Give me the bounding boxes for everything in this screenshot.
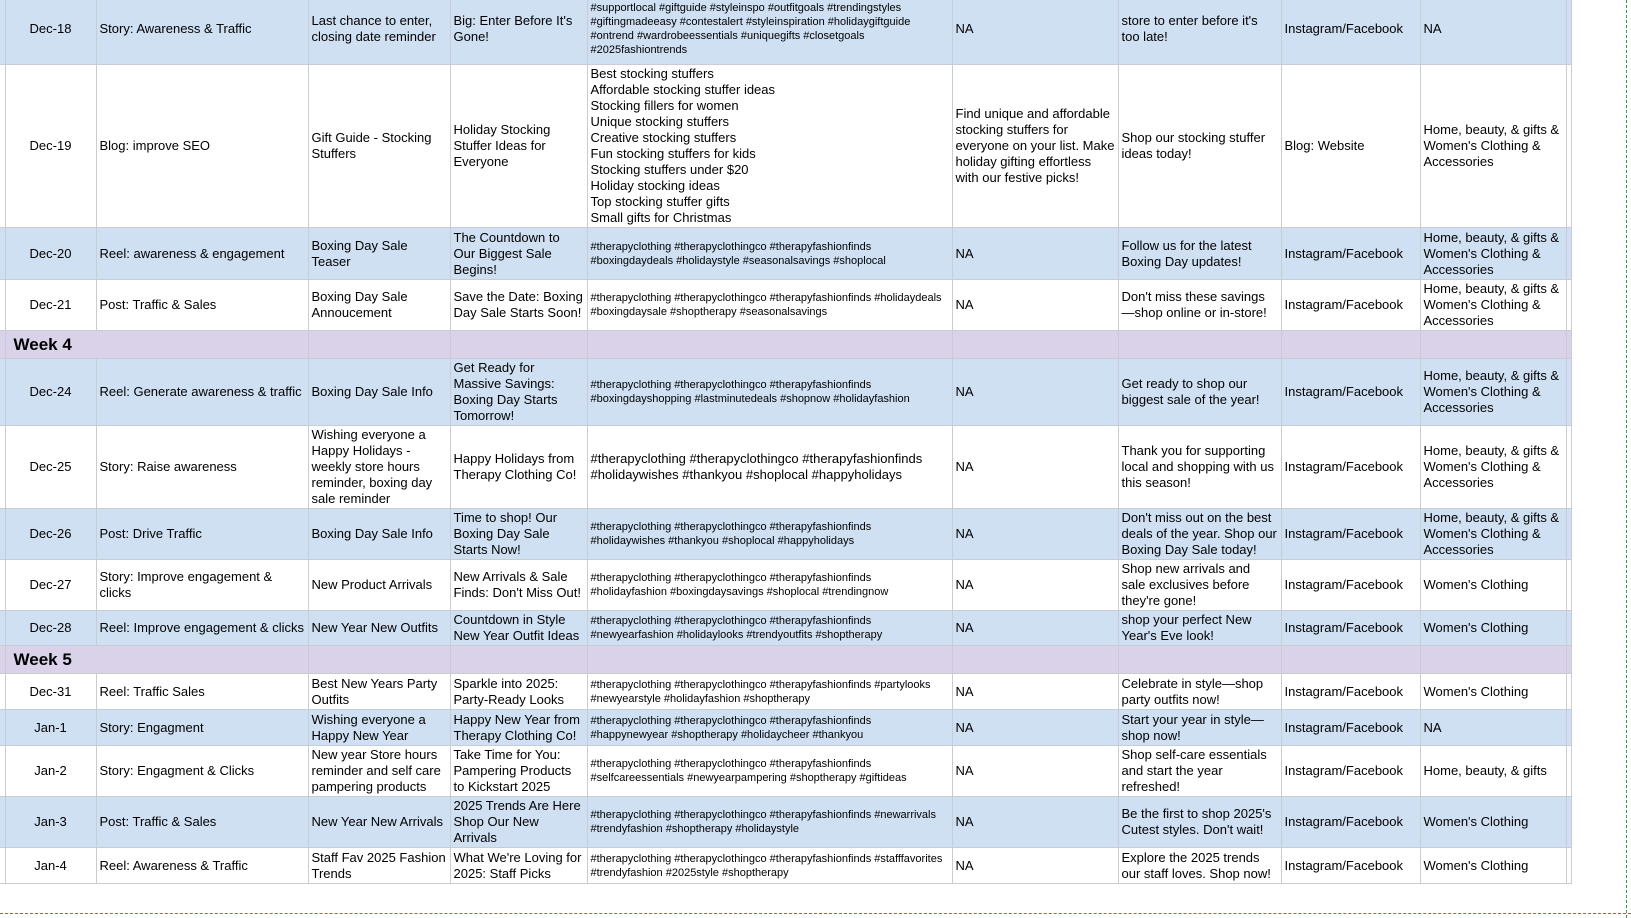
type-cell[interactable]: Story: Awareness & Traffic bbox=[96, 0, 308, 65]
row-edge-cell bbox=[1566, 331, 1571, 359]
keyword-line: Unique stocking stuffers bbox=[590, 114, 729, 129]
headline-cell[interactable]: 2025 Trends Are Here Shop Our New Arrivals bbox=[450, 797, 587, 848]
date-cell[interactable]: Jan-2 bbox=[5, 746, 96, 797]
row-edge-cell bbox=[1566, 359, 1571, 426]
keyword-line: Fun stocking stuffers for kids bbox=[590, 146, 756, 161]
selection-border-right bbox=[1626, 0, 1627, 918]
hashtags-cell[interactable]: #therapyclothing #therapyclothingco #therapyfashionfinds #holidayfashion #boxingdaysavings #shoplocal #trendingnow bbox=[587, 560, 952, 611]
headline-cell[interactable]: New Arrivals & Sale Finds: Don't Miss Out! bbox=[450, 560, 587, 611]
type-cell[interactable]: Reel: Awareness & Traffic bbox=[96, 848, 308, 884]
hashtags-cell[interactable]: #therapyclothing #therapyclothingco #therapyfashionfinds #holidaywishes #thankyou #shoplocal #happyholidays bbox=[587, 426, 952, 509]
empty-cell[interactable] bbox=[308, 331, 450, 359]
type-cell[interactable]: Reel: Traffic Sales bbox=[96, 674, 308, 710]
headline-cell[interactable]: Take Time for You: Pampering Products to Kickstart 2025 bbox=[450, 746, 587, 797]
row-edge-cell bbox=[1566, 509, 1571, 560]
empty-cell[interactable] bbox=[587, 646, 952, 674]
desc-cell[interactable]: Find unique and affordable stocking stuffers for everyone on your list. Make holiday gifting effortless with our festive picks! bbox=[952, 65, 1118, 228]
empty-cell[interactable] bbox=[450, 331, 587, 359]
desc-cell[interactable]: NA bbox=[952, 710, 1118, 746]
desc-cell[interactable]: NA bbox=[952, 611, 1118, 646]
platform-cell[interactable]: Instagram/Facebook bbox=[1281, 848, 1420, 884]
topic-cell[interactable]: Boxing Day Sale Info bbox=[308, 509, 450, 560]
topic-cell[interactable]: New Year New Arrivals bbox=[308, 797, 450, 848]
date-cell[interactable]: Dec-19 bbox=[5, 65, 96, 228]
table-row bbox=[0, 560, 1571, 611]
keyword-line: Affordable stocking stuffer ideas bbox=[590, 82, 776, 97]
desc-cell[interactable]: NA bbox=[952, 674, 1118, 710]
cta-cell[interactable]: Shop self-care essentials and start the year refreshed! bbox=[1118, 746, 1281, 797]
type-cell[interactable]: Post: Drive Traffic bbox=[96, 509, 308, 560]
empty-cell[interactable] bbox=[1118, 331, 1281, 359]
platform-cell[interactable]: Instagram/Facebook bbox=[1281, 611, 1420, 646]
type-cell[interactable]: Story: Engagment & Clicks bbox=[96, 746, 308, 797]
cta-cell[interactable]: Explore the 2025 trends our staff loves. Shop now! bbox=[1118, 848, 1281, 884]
cta-cell[interactable]: Get ready to shop our biggest sale of the year! bbox=[1118, 359, 1281, 426]
topic-cell[interactable]: New Product Arrivals bbox=[308, 560, 450, 611]
desc-cell[interactable]: NA bbox=[952, 797, 1118, 848]
type-cell[interactable]: Blog: improve SEO bbox=[96, 65, 308, 228]
row-edge-cell bbox=[1566, 646, 1571, 674]
type-cell[interactable]: Reel: Improve engagement & clicks bbox=[96, 611, 308, 646]
topic-cell[interactable]: Boxing Day Sale Info bbox=[308, 359, 450, 426]
empty-cell[interactable] bbox=[952, 646, 1118, 674]
date-cell[interactable]: Jan-4 bbox=[5, 848, 96, 884]
cta-cell[interactable]: Thank you for supporting local and shopping with us this season! bbox=[1118, 426, 1281, 509]
desc-cell[interactable]: NA bbox=[952, 560, 1118, 611]
category-cell[interactable]: Home, beauty, & gifts & Women's Clothing & Accessories bbox=[1420, 228, 1566, 280]
date-cell[interactable]: Dec-31 bbox=[5, 674, 96, 710]
cta-cell[interactable]: Celebrate in style—shop party outfits now! bbox=[1118, 674, 1281, 710]
category-cell[interactable]: NA bbox=[1420, 0, 1566, 65]
category-cell[interactable]: NA bbox=[1420, 710, 1566, 746]
topic-cell[interactable]: Best New Years Party Outfits bbox=[308, 674, 450, 710]
table-row bbox=[0, 710, 1571, 746]
table-row bbox=[0, 674, 1571, 710]
type-cell[interactable]: Post: Traffic & Sales bbox=[96, 797, 308, 848]
hashtags-cell[interactable]: #therapyclothing #therapyclothingco #therapyfashionfinds #stafffavorites #trendyfashion #2025style #shoptherapy bbox=[587, 848, 952, 884]
platform-cell[interactable]: Instagram/Facebook bbox=[1281, 797, 1420, 848]
row-edge-cell bbox=[1566, 0, 1571, 65]
headline-cell[interactable]: Time to shop! Our Boxing Day Sale Starts Now! bbox=[450, 509, 587, 560]
headline-cell[interactable]: Get Ready for Massive Savings: Boxing Day Starts Tomorrow! bbox=[450, 359, 587, 426]
empty-cell[interactable] bbox=[587, 331, 952, 359]
empty-cell[interactable] bbox=[1281, 646, 1420, 674]
empty-cell[interactable] bbox=[308, 646, 450, 674]
keyword-line: Holiday stocking ideas bbox=[590, 178, 720, 193]
topic-cell[interactable]: New year Store hours reminder and self care pampering products bbox=[308, 746, 450, 797]
category-cell[interactable]: Home, beauty, & gifts & Women's Clothing & Accessories bbox=[1420, 426, 1566, 509]
headline-cell[interactable]: Countdown in Style New Year Outfit Ideas bbox=[450, 611, 587, 646]
hashtags-cell[interactable]: #therapyclothing #therapyclothingco #therapyfashionfinds #newyearfashion #holidaylooks #trendyoutfits #shoptherapy bbox=[587, 611, 952, 646]
row-edge-cell bbox=[1566, 848, 1571, 884]
desc-cell[interactable]: NA bbox=[952, 848, 1118, 884]
table-row bbox=[0, 611, 1571, 646]
cta-cell[interactable]: Start your year in style—shop now! bbox=[1118, 710, 1281, 746]
date-cell[interactable]: Dec-20 bbox=[5, 228, 96, 280]
category-cell[interactable]: Women's Clothing bbox=[1420, 674, 1566, 710]
type-cell[interactable]: Story: Engagment bbox=[96, 710, 308, 746]
row-edge-cell bbox=[1566, 710, 1571, 746]
topic-cell[interactable]: New Year New Outfits bbox=[308, 611, 450, 646]
row-edge-cell bbox=[1566, 797, 1571, 848]
platform-cell[interactable]: Instagram/Facebook bbox=[1281, 710, 1420, 746]
platform-cell[interactable]: Instagram/Facebook bbox=[1281, 426, 1420, 509]
headline-cell[interactable]: Save the Date: Boxing Day Sale Starts Soon! bbox=[450, 280, 587, 331]
table-row bbox=[0, 228, 1571, 280]
platform-cell[interactable]: Instagram/Facebook bbox=[1281, 746, 1420, 797]
platform-cell[interactable]: Instagram/Facebook bbox=[1281, 560, 1420, 611]
category-cell[interactable]: Home, beauty, & gifts & Women's Clothing & Accessories bbox=[1420, 359, 1566, 426]
hashtags-cell[interactable]: #therapyclothing #therapyclothingco #therapyfashionfinds #holidaywishes #thankyou #shoplocal #happyholidays bbox=[587, 509, 952, 560]
keyword-line: Creative stocking stuffers bbox=[590, 130, 737, 145]
selection-border-bottom bbox=[0, 913, 1631, 914]
topic-cell[interactable]: Boxing Day Sale Annoucement bbox=[308, 280, 450, 331]
week-header-row bbox=[0, 331, 1571, 359]
topic-cell[interactable]: Boxing Day Sale Teaser bbox=[308, 228, 450, 280]
desc-cell[interactable]: NA bbox=[952, 280, 1118, 331]
desc-cell[interactable]: NA bbox=[952, 0, 1118, 65]
row-edge-cell bbox=[1566, 611, 1571, 646]
cta-cell[interactable]: Shop new arrivals and sale exclusives before they're gone! bbox=[1118, 560, 1281, 611]
headline-cell[interactable]: What We're Loving for 2025: Staff Picks bbox=[450, 848, 587, 884]
keyword-line: Top stocking stuffer gifts bbox=[590, 194, 730, 209]
row-edge-cell bbox=[1566, 746, 1571, 797]
date-cell[interactable]: Dec-24 bbox=[5, 359, 96, 426]
desc-cell[interactable]: NA bbox=[952, 509, 1118, 560]
empty-cell[interactable] bbox=[1281, 331, 1420, 359]
type-cell[interactable]: Reel: awareness & engagement bbox=[96, 228, 308, 280]
platform-cell[interactable]: Instagram/Facebook bbox=[1281, 509, 1420, 560]
desc-cell[interactable]: NA bbox=[952, 228, 1118, 280]
cta-cell[interactable]: store to enter before it's too late! bbox=[1118, 0, 1281, 65]
type-cell[interactable]: Reel: Generate awareness & traffic bbox=[96, 359, 308, 426]
row-edge-cell bbox=[1566, 228, 1571, 280]
desc-cell[interactable]: NA bbox=[952, 426, 1118, 509]
platform-cell[interactable]: Blog: Website bbox=[1281, 65, 1420, 228]
topic-cell[interactable]: Wishing everyone a Happy Holidays - weekly store hours reminder, boxing day sale reminder bbox=[308, 426, 450, 509]
hashtags-cell[interactable]: #therapyclothing #therapyclothingco #therapyfashionfinds #partylooks #newyearstyle #holidayfashion #shoptherapy bbox=[587, 674, 952, 710]
date-cell[interactable]: Jan-3 bbox=[5, 797, 96, 848]
platform-cell[interactable]: Instagram/Facebook bbox=[1281, 0, 1420, 65]
hashtags-cell[interactable]: #therapyclothing #therapyclothingco #therapyfashionfinds #selfcareessentials #newyearpampering #shoptherapy #giftideas bbox=[587, 746, 952, 797]
type-cell[interactable]: Story: Improve engagement & clicks bbox=[96, 560, 308, 611]
type-cell[interactable]: Post: Traffic & Sales bbox=[96, 280, 308, 331]
keywords-cell[interactable] bbox=[587, 65, 952, 228]
hashtags-cell[interactable]: #therapyclothing #therapyclothingco #therapyfashionfinds #boxingdayshopping #lastminutedeals #shopnow #holidayfashion bbox=[587, 359, 952, 426]
category-cell[interactable]: Women's Clothing bbox=[1420, 560, 1566, 611]
week-header-row bbox=[0, 646, 1571, 674]
type-cell[interactable]: Story: Raise awareness bbox=[96, 426, 308, 509]
row-edge-cell bbox=[1566, 65, 1571, 228]
date-cell[interactable]: Dec-26 bbox=[5, 509, 96, 560]
hashtags-cell[interactable]: #supportlocal #giftguide #styleinspo #outfitgoals #trendingstyles #giftingmadeeasy #contestalert #styleinspiration #holidaygiftguide #ontrend #wardrobeessentials #uniquegifts #closetgoals #2025fashiontrends bbox=[587, 0, 952, 65]
headline-cell[interactable]: Happy New Year from Therapy Clothing Co! bbox=[450, 710, 587, 746]
date-cell[interactable]: Dec-21 bbox=[5, 280, 96, 331]
date-cell[interactable]: Dec-18 bbox=[5, 0, 96, 65]
date-cell[interactable]: Dec-28 bbox=[5, 611, 96, 646]
keyword-line: Stocking fillers for women bbox=[590, 98, 739, 113]
row-edge-cell bbox=[1566, 674, 1571, 710]
table-row bbox=[0, 797, 1571, 848]
cta-cell[interactable]: Don't miss out on the best deals of the year. Shop our Boxing Day Sale today! bbox=[1118, 509, 1281, 560]
week-label-cell[interactable]: Week 4 bbox=[5, 331, 308, 359]
topic-cell[interactable]: Staff Fav 2025 Fashion Trends bbox=[308, 848, 450, 884]
hashtags-cell[interactable]: #therapyclothing #therapyclothingco #therapyfashionfinds #boxingdaydeals #holidaystyle #seasonalsavings #shoplocal bbox=[587, 228, 952, 280]
row-edge-cell bbox=[1566, 560, 1571, 611]
hashtags-cell[interactable]: #therapyclothing #therapyclothingco #therapyfashionfinds #happynewyear #shoptherapy #holidaycheer #thankyou bbox=[587, 710, 952, 746]
headline-cell[interactable]: The Countdown to Our Biggest Sale Begins! bbox=[450, 228, 587, 280]
platform-cell[interactable]: Instagram/Facebook bbox=[1281, 228, 1420, 280]
topic-cell[interactable]: Wishing everyone a Happy New Year bbox=[308, 710, 450, 746]
row-edge-cell bbox=[1566, 426, 1571, 509]
category-cell[interactable]: Home, beauty, & gifts bbox=[1420, 746, 1566, 797]
category-cell[interactable]: Women's Clothing bbox=[1420, 611, 1566, 646]
table-row bbox=[0, 65, 1571, 228]
empty-cell[interactable] bbox=[952, 331, 1118, 359]
category-cell[interactable]: Home, beauty, & gifts & Women's Clothing & Accessories bbox=[1420, 509, 1566, 560]
headline-cell[interactable]: Sparkle into 2025: Party-Ready Looks bbox=[450, 674, 587, 710]
desc-cell[interactable]: NA bbox=[952, 746, 1118, 797]
table-row bbox=[0, 848, 1571, 884]
category-cell[interactable]: Home, beauty, & gifts & Women's Clothing & Accessories bbox=[1420, 65, 1566, 228]
table-row bbox=[0, 746, 1571, 797]
keyword-line: Small gifts for Christmas bbox=[590, 210, 732, 225]
desc-cell[interactable]: NA bbox=[952, 359, 1118, 426]
date-cell[interactable]: Jan-1 bbox=[5, 710, 96, 746]
headline-cell[interactable]: Happy Holidays from Therapy Clothing Co! bbox=[450, 426, 587, 509]
date-cell[interactable]: Dec-25 bbox=[5, 426, 96, 509]
topic-cell[interactable]: Last chance to enter, closing date reminder bbox=[308, 0, 450, 65]
keyword-line: Best stocking stuffers bbox=[590, 66, 714, 81]
category-cell[interactable]: Home, beauty, & gifts & Women's Clothing & Accessories bbox=[1420, 280, 1566, 331]
topic-cell[interactable]: Gift Guide - Stocking Stuffers bbox=[308, 65, 450, 228]
empty-cell[interactable] bbox=[1420, 331, 1566, 359]
row-edge-cell bbox=[1566, 280, 1571, 331]
cta-cell[interactable]: Shop our stocking stuffer ideas today! bbox=[1118, 65, 1281, 228]
cta-cell[interactable]: shop your perfect New Year's Eve look! bbox=[1118, 611, 1281, 646]
hashtags-cell[interactable]: #therapyclothing #therapyclothingco #therapyfashionfinds #newarrivals #trendyfashion #shoptherapy #holidaystyle bbox=[587, 797, 952, 848]
table-row bbox=[0, 509, 1571, 560]
table-row bbox=[0, 426, 1571, 509]
category-cell[interactable]: Women's Clothing bbox=[1420, 797, 1566, 848]
keyword-line: Stocking stuffers under $20 bbox=[590, 162, 749, 177]
empty-cell[interactable] bbox=[1118, 646, 1281, 674]
headline-cell[interactable]: Holiday Stocking Stuffer Ideas for Everyone bbox=[450, 65, 587, 228]
platform-cell[interactable]: Instagram/Facebook bbox=[1281, 359, 1420, 426]
table-row bbox=[0, 359, 1571, 426]
empty-cell[interactable] bbox=[450, 646, 587, 674]
week-label-cell[interactable]: Week 5 bbox=[5, 646, 308, 674]
cta-cell[interactable]: Be the first to shop 2025's Cutest styles. Don't wait! bbox=[1118, 797, 1281, 848]
platform-cell[interactable]: Instagram/Facebook bbox=[1281, 280, 1420, 331]
empty-cell[interactable] bbox=[1420, 646, 1566, 674]
table-row bbox=[0, 0, 1571, 65]
platform-cell[interactable]: Instagram/Facebook bbox=[1281, 674, 1420, 710]
cta-cell[interactable]: Follow us for the latest Boxing Day updates! bbox=[1118, 228, 1281, 280]
date-cell[interactable]: Dec-27 bbox=[5, 560, 96, 611]
headline-cell[interactable]: Big: Enter Before It's Gone! bbox=[450, 0, 587, 65]
hashtags-cell[interactable]: #therapyclothing #therapyclothingco #therapyfashionfinds #holidaydeals #boxingdaysale #shoptherapy #seasonalsavings bbox=[587, 280, 952, 331]
category-cell[interactable]: Women's Clothing bbox=[1420, 848, 1566, 884]
cta-cell[interactable]: Don't miss these savings—shop online or in-store! bbox=[1118, 280, 1281, 331]
table-row bbox=[0, 280, 1571, 331]
